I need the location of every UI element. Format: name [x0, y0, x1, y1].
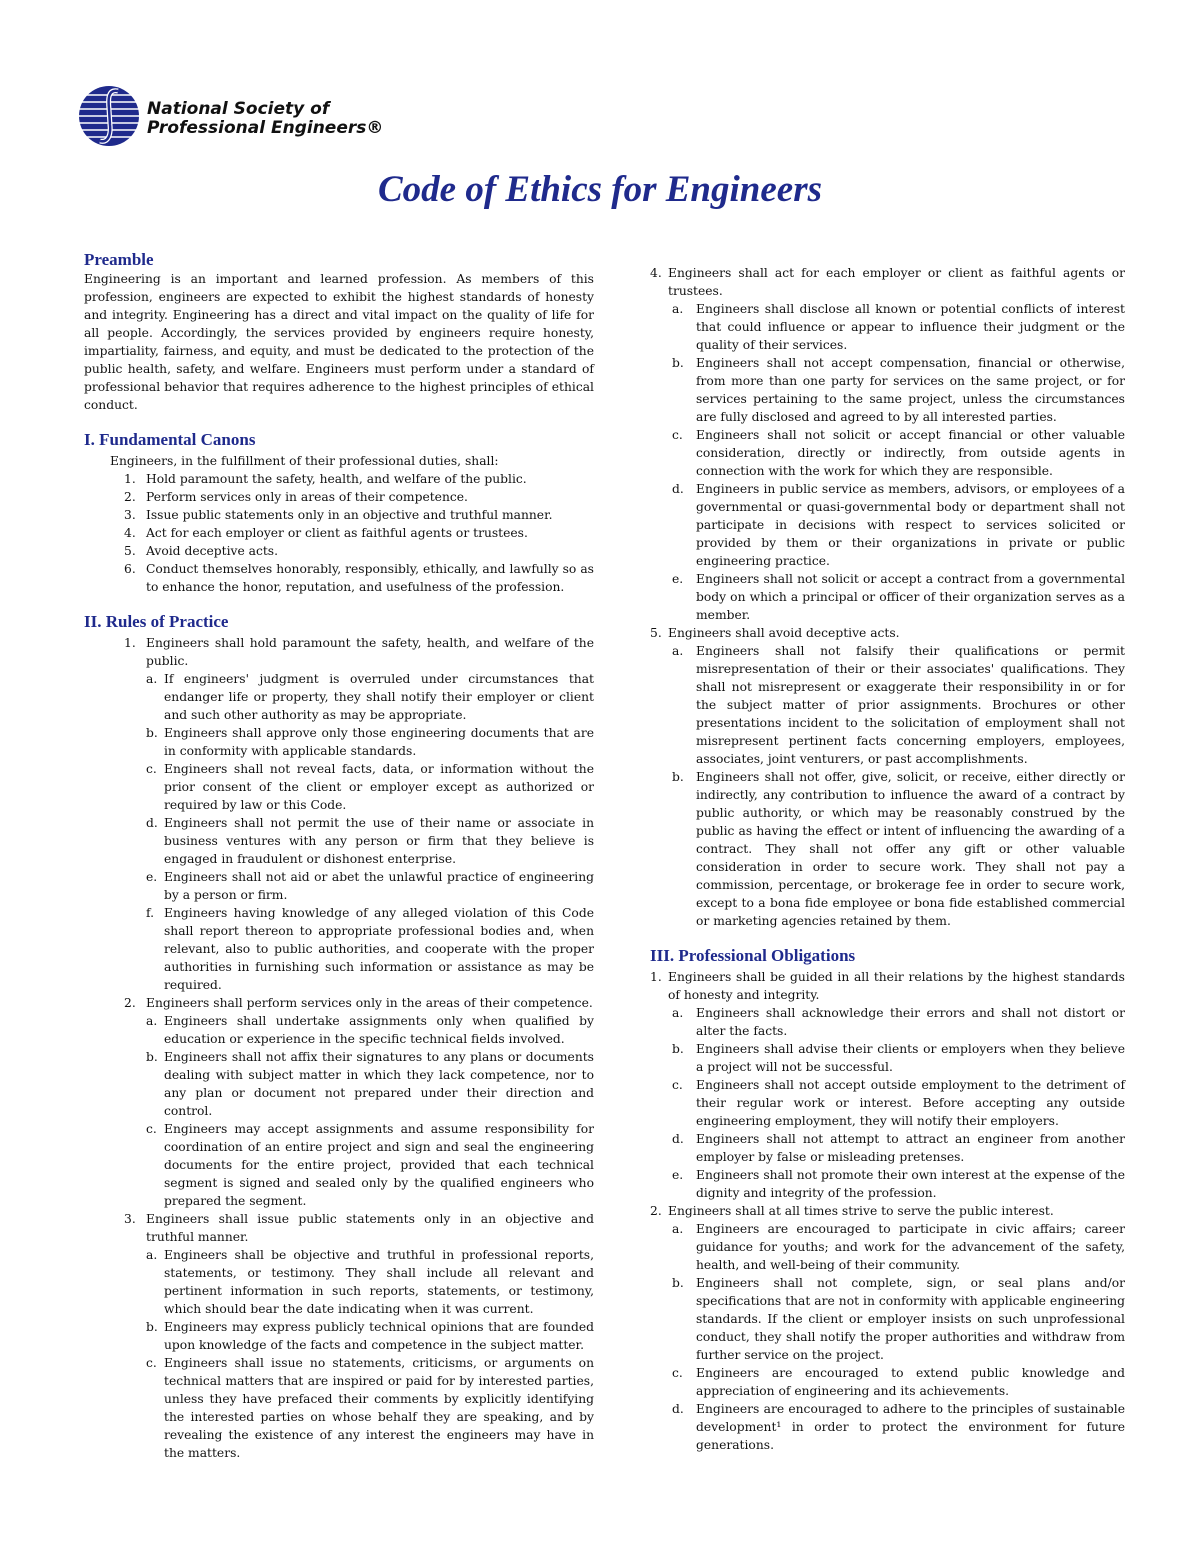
- canon-item: 2. Perform services only in areas of their competence.: [124, 490, 468, 504]
- preamble-heading: Preamble: [84, 250, 154, 269]
- obligation-subitem: d. Engineers are encouraged to adhere to the principles of sustainable development¹ in order to protect the environment for future generations.: [672, 1402, 1125, 1452]
- canon-item: 5. Avoid deceptive acts.: [124, 544, 279, 558]
- canon-item: 1. Hold paramount the safety, health, and welfare of the public.: [124, 472, 527, 486]
- rule-subitem: c. Engineers shall issue no statements, criticisms, or arguments on technical matters that are inspired or paid for by interested parties, unless they have prefaced their comments by explicitly identifying the interested parties on whose behalf they are speaking, and by revealing the existence of any interest the engineers may have in the matters.: [146, 1356, 594, 1460]
- rule-subitem: a. Engineers shall disclose all known or potential conflicts of interest that could influence or appear to influence their judgment or the quality of their services.: [672, 302, 1125, 352]
- rule-subitem: b. Engineers shall not accept compensation, financial or otherwise, from more than one party for services on the same project, or for services pertaining to the same project, unless the circumstances are fully disclosed and agreed to by all interested parties.: [672, 356, 1125, 424]
- canons-intro: Engineers, in the fulfillment of their professional duties, shall:: [110, 454, 499, 468]
- org-name-line2: Professional Engineers®: [147, 118, 384, 138]
- rule-item: 3. Engineers shall issue public statements only in an objective and truthful manner.: [124, 1212, 594, 1244]
- org-name: [147, 100, 383, 138]
- canon-item: 3. Issue public statements only in an objective and truthful manner.: [124, 508, 553, 522]
- rule-subitem: c. Engineers may accept assignments and assume responsibility for coordination of an entire project and sign and seal the engineering documents for the entire project, provided that each technical segment is signed and sealed only by the qualified engineers who prepared the segment.: [146, 1122, 594, 1208]
- rule-item: 2. Engineers shall perform services only in the areas of their competence.: [124, 996, 593, 1010]
- right-column: [650, 264, 1125, 1454]
- rule-subitem: b. Engineers shall not offer, give, solicit, or receive, either directly or indirectly, any contribution to influence the award of a contract by public authority, or which may be reasonably construed by the public as having the effect or intent of influencing the awarding of a contract. They shall not offer any gift or other valuable consideration in order to secure work. They shall not pay a commission, percentage, or brokerage fee in order to secure work, except to a bona fide employee or bona fide established commercial or marketing agencies retained by them.: [672, 770, 1125, 928]
- rule-subitem: e. Engineers shall not aid or abet the unlawful practice of engineering by a person or firm.: [146, 870, 594, 902]
- obligation-subitem: a. Engineers are encouraged to participate in civic affairs; career guidance for youths; and work for the advancement of the safety, health, and well-being of their community.: [672, 1222, 1125, 1272]
- obligation-subitem: d. Engineers shall not attempt to attract an engineer from another employer by false or misleading pretenses.: [672, 1132, 1125, 1164]
- rule-subitem: c. Engineers shall not reveal facts, data, or information without the prior consent of the client or employer except as authorized or required by law or this Code.: [146, 762, 594, 812]
- rule-subitem: d. Engineers in public service as members, advisors, or employees of a governmental or quasi-governmental body or department shall not participate in decisions with respect to services solicited or provided by them or their organizations in private or public engineering practice.: [672, 482, 1125, 568]
- canons-heading: I. Fundamental Canons: [84, 430, 256, 449]
- rule-item: 1. Engineers shall hold paramount the safety, health, and welfare of the public.: [124, 636, 594, 668]
- rule-subitem: d. Engineers shall not permit the use of their name or associate in business ventures with any person or firm that they believe is engaged in fraudulent or dishonest enterprise.: [146, 816, 594, 866]
- rule-subitem: a. Engineers shall undertake assignments only when qualified by education or experience in the specific technical fields involved.: [146, 1014, 594, 1046]
- obligation-item: 1. Engineers shall be guided in all their relations by the highest standards of honesty and integrity.: [650, 970, 1125, 1002]
- rule-subitem: f. Engineers having knowledge of any alleged violation of this Code shall report thereon to appropriate professional bodies and, when relevant, also to public authorities, and cooperate with the proper authorities in furnishing such information or assistance as may be required.: [146, 906, 594, 992]
- rule-subitem: c. Engineers shall not solicit or accept financial or other valuable consideration, directly or indirectly, from outside agents in connection with the work for which they are responsible.: [672, 428, 1125, 478]
- left-column: [84, 250, 594, 1462]
- obligations-heading: III. Professional Obligations: [650, 946, 856, 965]
- obligation-subitem: e. Engineers shall not promote their own interest at the expense of the dignity and integrity of the profession.: [672, 1168, 1125, 1200]
- nspe-logo: [78, 85, 418, 147]
- rules-heading: II. Rules of Practice: [84, 612, 229, 631]
- nspe-emblem-icon: [78, 85, 140, 147]
- rule-subitem: b. Engineers shall not affix their signatures to any plans or documents dealing with subject matter in which they lack competence, nor to any plan or document not prepared under their direction and control.: [146, 1050, 594, 1118]
- rule-subitem: b. Engineers shall approve only those engineering documents that are in conformity with applicable standards.: [146, 726, 594, 758]
- obligation-subitem: b. Engineers shall advise their clients or employers when they believe a project will not be successful.: [672, 1042, 1125, 1074]
- rule-item: 4. Engineers shall act for each employer or client as faithful agents or trustees.: [650, 266, 1125, 298]
- document-title: Code of Ethics for Engineers: [377, 169, 823, 210]
- rule-subitem: a. If engineers' judgment is overruled under circumstances that endanger life or property, they shall notify their employer or client and such other authority as may be appropriate.: [146, 672, 594, 722]
- obligation-subitem: c. Engineers shall not accept outside employment to the detriment of their regular work or interest. Before accepting any outside engineering employment, they will notify their employers.: [672, 1078, 1125, 1128]
- rule-item: 5. Engineers shall avoid deceptive acts.: [650, 626, 900, 640]
- canon-item: 6. Conduct themselves honorably, responsibly, ethically, and lawfully so as to enhance the honor, reputation, and usefulness of the profession.: [124, 562, 594, 594]
- obligation-subitem: a. Engineers shall acknowledge their errors and shall not distort or alter the facts.: [672, 1006, 1125, 1038]
- rule-subitem: b. Engineers may express publicly technical opinions that are founded upon knowledge of the facts and competence in the subject matter.: [146, 1320, 594, 1352]
- org-name-line1: National Society of: [147, 99, 330, 119]
- obligation-subitem: b. Engineers shall not complete, sign, or seal plans and/or specifications that are not in conformity with applicable engineering standards. If the client or employer insists on such unprofessional conduct, they shall notify the proper authorities and withdraw from further service on the project.: [672, 1276, 1125, 1362]
- rule-subitem: a. Engineers shall not falsify their qualifications or permit misrepresentation of their or their associates' qualifications. They shall not misrepresent or exaggerate their responsibility in or for the subject matter of prior assignments. Brochures or other presentations incident to the solicitation of employment shall not misrepresent pertinent facts concerning employers, employees, associates, joint venturers, or past accomplishments.: [672, 644, 1125, 766]
- preamble-text: Engineering is an important and learned profession. As members of this profession, engineers are expected to exhibit the highest standards of honesty and integrity. Engineering has a direct and vital impact on the quality of life for all people. Accordingly, the services provided by engineers require honesty, impartiality, fairness, and equity, and must be dedicated to the protection of the public health, safety, and welfare. Engineers must perform under a standard of professional behavior that requires adherence to the highest principles of ethical conduct.: [84, 272, 594, 412]
- canon-item: 4. Act for each employer or client as faithful agents or trustees.: [124, 526, 528, 540]
- rule-subitem: e. Engineers shall not solicit or accept a contract from a governmental body on which a principal or officer of their organization serves as a member.: [672, 572, 1125, 622]
- obligation-subitem: c. Engineers are encouraged to extend public knowledge and appreciation of engineering and its achievements.: [672, 1366, 1125, 1398]
- rule-subitem: a. Engineers shall be objective and truthful in professional reports, statements, or testimony. They shall include all relevant and pertinent information in such reports, statements, or testimony, which should bear the date indicating when it was current.: [146, 1248, 594, 1316]
- obligation-item: 2. Engineers shall at all times strive to serve the public interest.: [650, 1204, 1054, 1218]
